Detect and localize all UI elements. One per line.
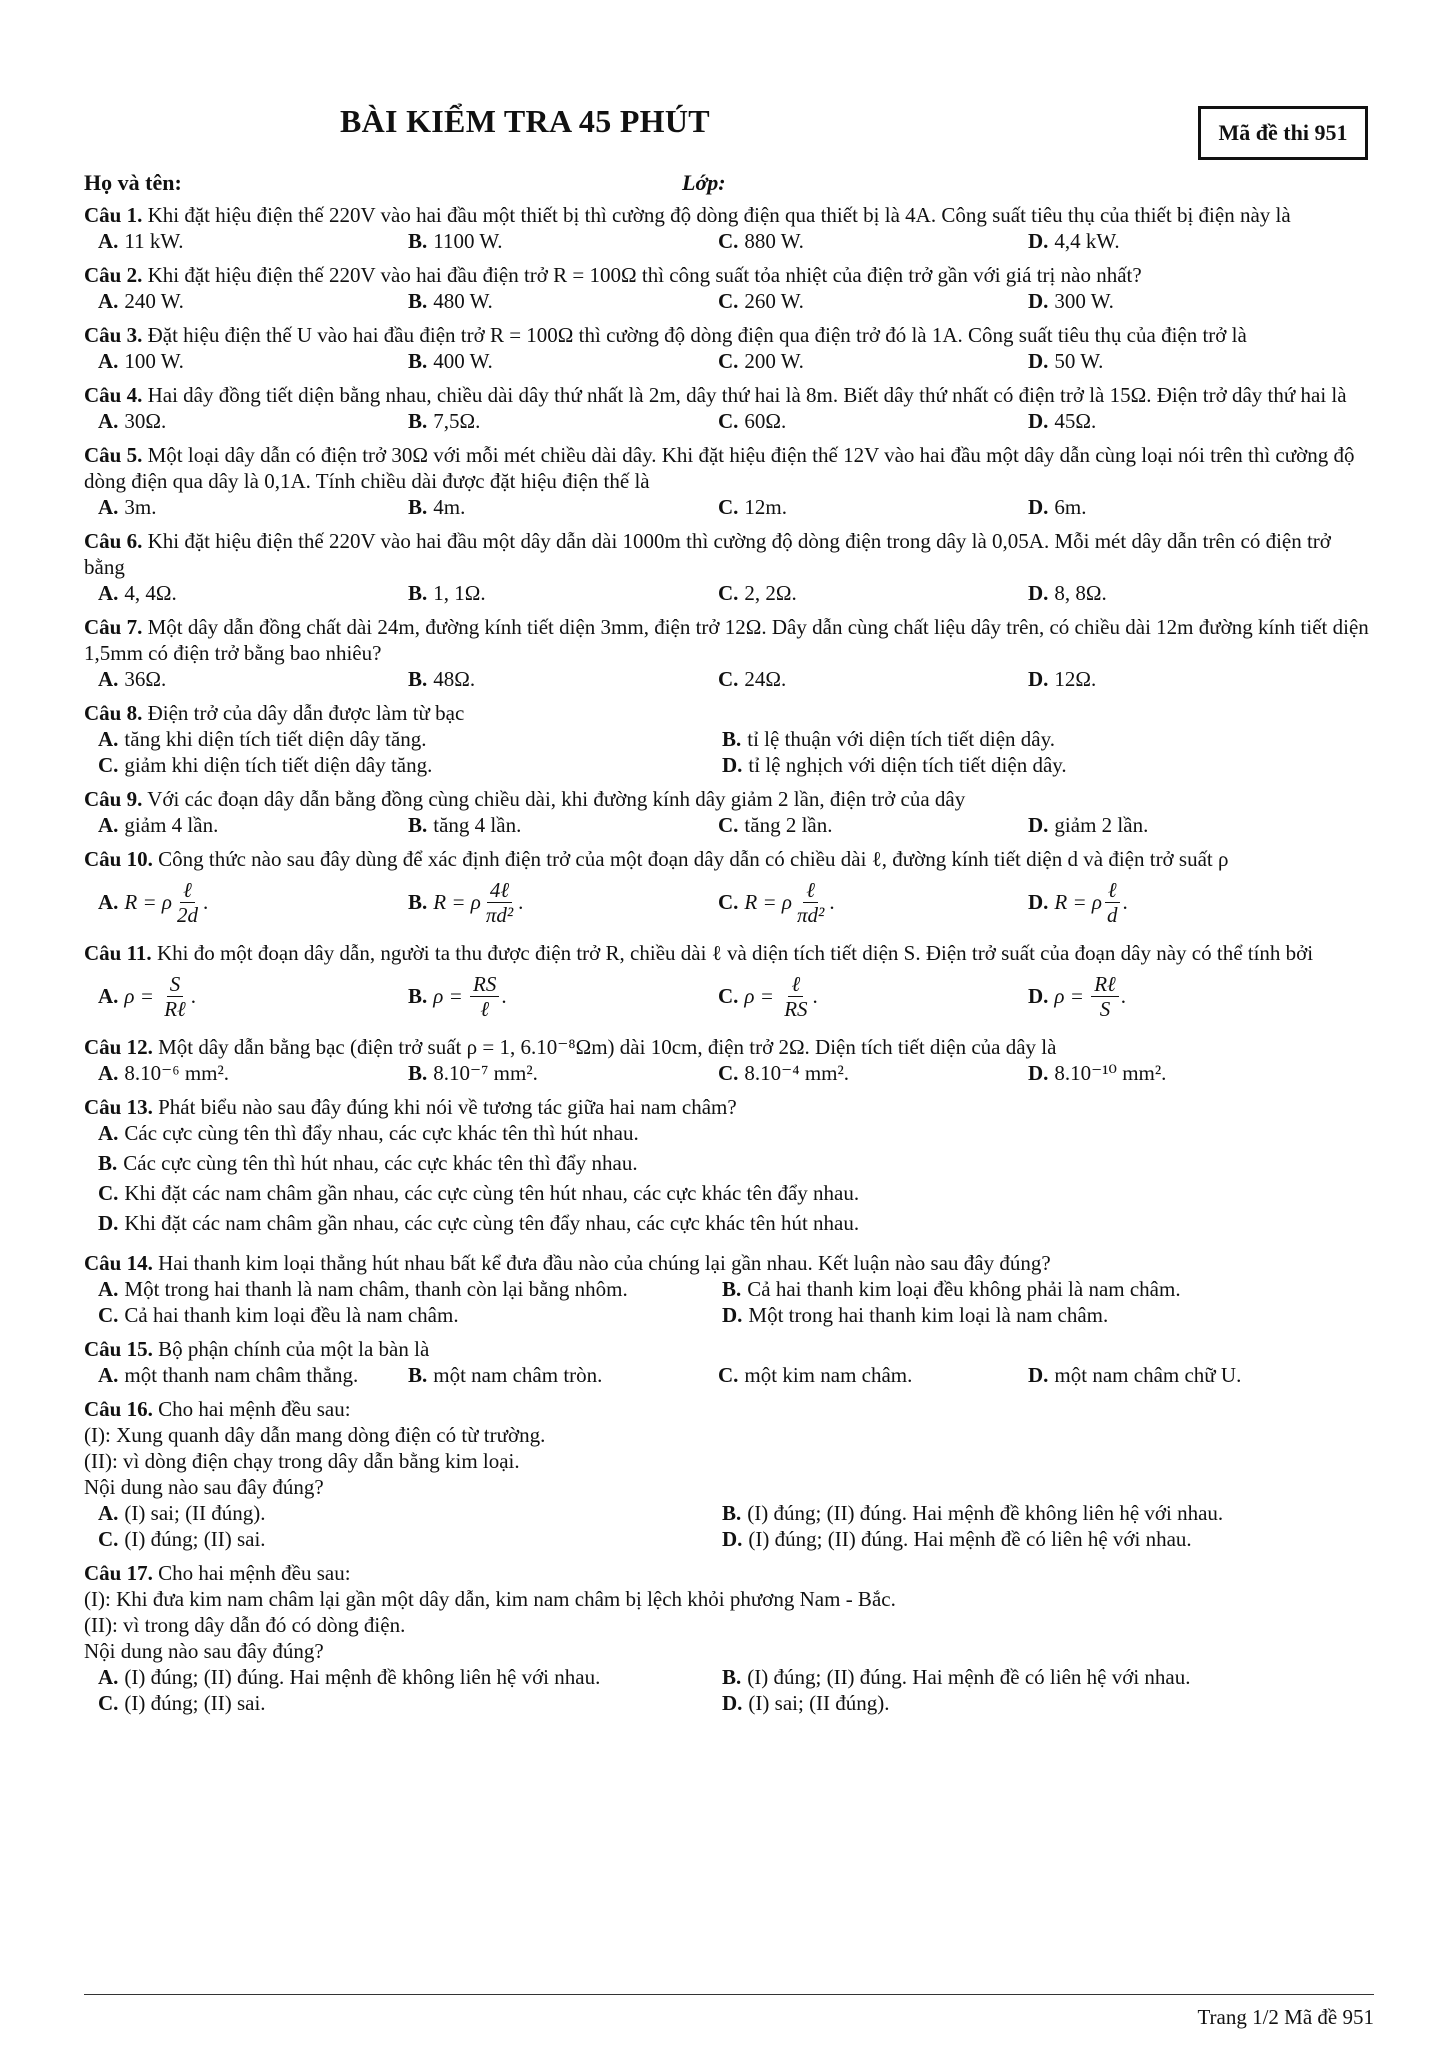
question-7: [84, 614, 1374, 692]
option-b: B. R = ρ $\frac{\text{4ℓ}}{\text{πd²}}$ .: [408, 877, 524, 927]
question-number: Câu 11.: [84, 941, 152, 965]
option-b: B. 1100 W.: [408, 229, 503, 253]
exam-code: Mã đề thi 951: [1218, 120, 1348, 145]
class-label: Lớp:: [682, 170, 726, 195]
question-12: [84, 1034, 1374, 1086]
option-a: A. tăng khi diện tích tiết diện dây tăng.: [98, 727, 427, 751]
option-c: C. giảm khi diện tích tiết diện dây tăng.: [98, 753, 433, 777]
question-stem: Một loại dây dẫn có điện trở 30Ω với mỗi mét chiều dài dây. Khi đặt hiệu điện thế 12V vào hai đầu một dây dẫn cùng loại nói trên thì cường độ dòng điện qua dây là 0,1A. Tính chiều dài được đặt hiệu điện thế là: [84, 443, 1355, 493]
option-d: D. 6m.: [1028, 495, 1087, 519]
question-number: Câu 14.: [84, 1251, 153, 1275]
option-a: A. Các cực cùng tên thì đẩy nhau, các cực khác tên thì hút nhau.: [98, 1121, 639, 1145]
option-d: D. 12Ω.: [1028, 667, 1097, 691]
question-11: [84, 940, 1374, 1026]
option-a: A. 11 kW.: [98, 229, 184, 253]
question-stem: Cho hai mệnh đều sau:: [158, 1397, 351, 1421]
option-c: C. một kim nam châm.: [718, 1363, 913, 1387]
option-a: A. ρ = $\frac{S}{\text{Rℓ}}$ .: [98, 971, 197, 1021]
question-3: [84, 322, 1374, 374]
question-list: [84, 202, 1374, 1724]
option-d: D. Một trong hai thanh kim loại là nam châm.: [722, 1303, 1109, 1327]
option-d: D. 8, 8Ω.: [1028, 581, 1107, 605]
option-c: C. 24Ω.: [718, 667, 787, 691]
option-a: A. 30Ω.: [98, 409, 167, 433]
statement-line: (I): Xung quanh dây dẫn mang dòng điện có từ trường.: [84, 1423, 546, 1447]
question-stem: Hai dây đồng tiết diện bằng nhau, chiều dài dây thứ nhất là 2m, dây thứ hai là 8m. Biết dây thứ nhất có điện trở là 15Ω. Điện trở dây thứ hai là: [147, 383, 1347, 407]
option-d: D. R = ρ $\frac{\text{ℓ}}{d}$ .: [1028, 877, 1128, 927]
option-a: A. R = ρ $\frac{\text{ℓ}}{2d}$ .: [98, 877, 209, 927]
option-a: A. giảm 4 lần.: [98, 813, 219, 837]
option-d: D. 45Ω.: [1028, 409, 1097, 433]
statement-line: Nội dung nào sau đây đúng?: [84, 1475, 324, 1499]
question-stem: Với các đoạn dây dẫn bằng đồng cùng chiều dài, khi đường kính dây giảm 2 lần, điện trở của dây: [147, 787, 966, 811]
question-number: Câu 8.: [84, 701, 143, 725]
question-2: [84, 262, 1374, 314]
question-17: [84, 1560, 1374, 1716]
option-d: D. 300 W.: [1028, 289, 1114, 313]
question-stem: Khi đặt hiệu điện thế 220V vào hai đầu một thiết bị thì cường độ dòng điện qua thiết bị là 4A. Công suất tiêu thụ của thiết bị điện này là: [147, 203, 1291, 227]
option-d: D. 4,4 kW.: [1028, 229, 1120, 253]
question-stem: Điện trở của dây dẫn được làm từ bạc: [147, 701, 465, 725]
question-number: Câu 4.: [84, 383, 143, 407]
option-a: A. (I) đúng; (II) đúng. Hai mệnh đề không liên hệ với nhau.: [98, 1665, 601, 1689]
option-c: C. Khi đặt các nam châm gần nhau, các cực cùng tên hút nhau, các cực khác tên đẩy nhau.: [98, 1181, 860, 1205]
option-d: D. ρ = $\frac{\text{Rℓ}}{S}$ .: [1028, 971, 1127, 1021]
option-b: B. 8.10⁻⁷ mm².: [408, 1061, 538, 1085]
page-footer: Trang 1/2 Mã đề 951: [1197, 2005, 1374, 2029]
option-b: B. (I) đúng; (II) đúng. Hai mệnh đề có liên hệ với nhau.: [722, 1665, 1191, 1689]
question-10: [84, 846, 1374, 932]
statement-line: (II): vì trong dây dẫn đó có dòng điện.: [84, 1613, 406, 1637]
question-number: Câu 12.: [84, 1035, 153, 1059]
question-stem: Công thức nào sau đây dùng để xác định điện trở của một đoạn dây dẫn có chiều dài ℓ, đường kính tiết diện d và điện trở suất ρ: [158, 847, 1229, 871]
exam-title: BÀI KIỂM TRA 45 PHÚT: [340, 103, 710, 139]
question-14: [84, 1250, 1374, 1328]
option-a: A. một thanh nam châm thẳng.: [98, 1363, 359, 1387]
option-c: C. 2, 2Ω.: [718, 581, 797, 605]
option-b: B. (I) đúng; (II) đúng. Hai mệnh đề không liên hệ với nhau.: [722, 1501, 1224, 1525]
question-number: Câu 17.: [84, 1561, 153, 1585]
option-b: B. 480 W.: [408, 289, 493, 313]
option-a: A. 4, 4Ω.: [98, 581, 177, 605]
question-stem: Cho hai mệnh đều sau:: [158, 1561, 351, 1585]
option-d: D. 50 W.: [1028, 349, 1104, 373]
question-number: Câu 3.: [84, 323, 143, 347]
question-stem: Đặt hiệu điện thế U vào hai đầu điện trở R = 100Ω thì cường độ dòng điện qua điện trở đó là 1A. Công suất tiêu thụ của điện trở là: [147, 323, 1247, 347]
option-c: C. (I) đúng; (II) sai.: [98, 1527, 266, 1551]
option-d: D. một nam châm chữ U.: [1028, 1363, 1242, 1387]
exam-code-box: [1198, 106, 1368, 160]
option-c: C. 880 W.: [718, 229, 804, 253]
question-number: Câu 9.: [84, 787, 143, 811]
option-c: C. (I) đúng; (II) sai.: [98, 1691, 266, 1715]
question-stem: Một dây dẫn đồng chất dài 24m, đường kính tiết diện 3mm, điện trở 12Ω. Dây dẫn cùng chất liệu dây trên, có chiều dài 12m đường kính tiết diện 1,5mm có điện trở bằng bao nhiêu?: [84, 615, 1369, 665]
question-15: [84, 1336, 1374, 1388]
option-a: A. (I) sai; (II đúng).: [98, 1501, 266, 1525]
statement-line: (II): vì dòng điện chạy trong dây dẫn bằng kim loại.: [84, 1449, 520, 1473]
option-b: B. một nam châm tròn.: [408, 1363, 603, 1387]
option-c: C. R = ρ $\frac{\text{ℓ}}{\text{πd²}}$ .: [718, 877, 835, 927]
option-b: B. Cả hai thanh kim loại đều không phải là nam châm.: [722, 1277, 1181, 1301]
question-stem: Phát biểu nào sau đây đúng khi nói về tương tác giữa hai nam châm?: [158, 1095, 737, 1119]
option-d: D. tỉ lệ nghịch với diện tích tiết diện dây.: [722, 753, 1067, 777]
option-b: B. Các cực cùng tên thì hút nhau, các cực khác tên thì đẩy nhau.: [98, 1151, 638, 1175]
question-stem: Khi đặt hiệu điện thế 220V vào hai đầu điện trở R = 100Ω thì công suất tỏa nhiệt của điện trở gần với giá trị nào nhất?: [147, 263, 1142, 287]
question-number: Câu 10.: [84, 847, 153, 871]
option-c: C. tăng 2 lần.: [718, 813, 833, 837]
question-number: Câu 13.: [84, 1095, 153, 1119]
option-c: C. 8.10⁻⁴ mm².: [718, 1061, 850, 1085]
question-stem: Khi đo một đoạn dây dẫn, người ta thu được điện trở R, chiều dài ℓ và diện tích tiết diện S. Điện trở suất của đoạn dây này có thể tính bởi: [156, 941, 1314, 965]
option-c: C. ρ = $\frac{\text{ℓ}}{RS}$ .: [718, 971, 818, 1021]
question-number: Câu 2.: [84, 263, 143, 287]
question-9: [84, 786, 1374, 838]
question-number: Câu 16.: [84, 1397, 153, 1421]
option-c: C. 12m.: [718, 495, 788, 519]
option-a: A. 3m.: [98, 495, 157, 519]
question-16: [84, 1396, 1374, 1552]
option-b: B. 48Ω.: [408, 667, 476, 691]
option-b: B. tỉ lệ thuận với diện tích tiết diện dây.: [722, 727, 1056, 751]
footer-divider: [84, 1994, 1374, 1995]
question-13: [84, 1094, 1374, 1236]
option-d: D. (I) đúng; (II) đúng. Hai mệnh đề có liên hệ với nhau.: [722, 1527, 1192, 1551]
question-number: Câu 1.: [84, 203, 143, 227]
option-d: D. (I) sai; (II đúng).: [722, 1691, 890, 1715]
option-b: B. 7,5Ω.: [408, 409, 481, 433]
question-number: Câu 6.: [84, 529, 143, 553]
statement-line: (I): Khi đưa kim nam châm lại gần một dây dẫn, kim nam châm bị lệch khỏi phương Nam - Bắc.: [84, 1587, 896, 1611]
option-c: C. Cả hai thanh kim loại đều là nam châm.: [98, 1303, 459, 1327]
question-stem: Hai thanh kim loại thẳng hút nhau bất kể đưa đầu nào của chúng lại gần nhau. Kết luận nào sau đây đúng?: [158, 1251, 1051, 1275]
option-b: B. tăng 4 lần.: [408, 813, 522, 837]
option-d: D. 8.10⁻¹⁰ mm².: [1028, 1061, 1167, 1085]
question-number: Câu 5.: [84, 443, 143, 467]
question-number: Câu 7.: [84, 615, 143, 639]
question-4: [84, 382, 1374, 434]
question-6: [84, 528, 1374, 606]
option-a: A. 8.10⁻⁶ mm².: [98, 1061, 230, 1085]
option-a: A. 100 W.: [98, 349, 184, 373]
question-8: [84, 700, 1374, 778]
name-label: Họ và tên:: [84, 170, 182, 195]
option-c: C. 60Ω.: [718, 409, 787, 433]
option-c: C. 260 W.: [718, 289, 804, 313]
question-stem: Bộ phận chính của một la bàn là: [158, 1337, 430, 1361]
question-5: [84, 442, 1374, 520]
option-b: B. 400 W.: [408, 349, 493, 373]
option-c: C. 200 W.: [718, 349, 804, 373]
option-b: B. 4m.: [408, 495, 466, 519]
option-b: B. ρ = $\frac{RS}{\text{ℓ}}$ .: [408, 971, 507, 1021]
question-number: Câu 15.: [84, 1337, 153, 1361]
option-d: D. Khi đặt các nam châm gần nhau, các cực cùng tên đẩy nhau, các cực khác tên hút nhau.: [98, 1211, 860, 1235]
option-d: D. giảm 2 lần.: [1028, 813, 1149, 837]
option-a: A. Một trong hai thanh là nam châm, thanh còn lại bằng nhôm.: [98, 1277, 628, 1301]
question-1: [84, 202, 1374, 254]
option-b: B. 1, 1Ω.: [408, 581, 486, 605]
option-a: A. 36Ω.: [98, 667, 167, 691]
option-a: A. 240 W.: [98, 289, 184, 313]
statement-line: Nội dung nào sau đây đúng?: [84, 1639, 324, 1663]
question-stem: Khi đặt hiệu điện thế 220V vào hai đầu một dây dẫn dài 1000m thì cường độ dòng điện trong dây là 0,05A. Mỗi mét dây dẫn trên có điện trở bằng: [84, 529, 1331, 579]
question-stem: Một dây dẫn bằng bạc (điện trở suất ρ = 1, 6.10⁻⁸Ωm) dài 10cm, điện trở 2Ω. Diện tích tiết diện của dây là: [158, 1035, 1057, 1059]
